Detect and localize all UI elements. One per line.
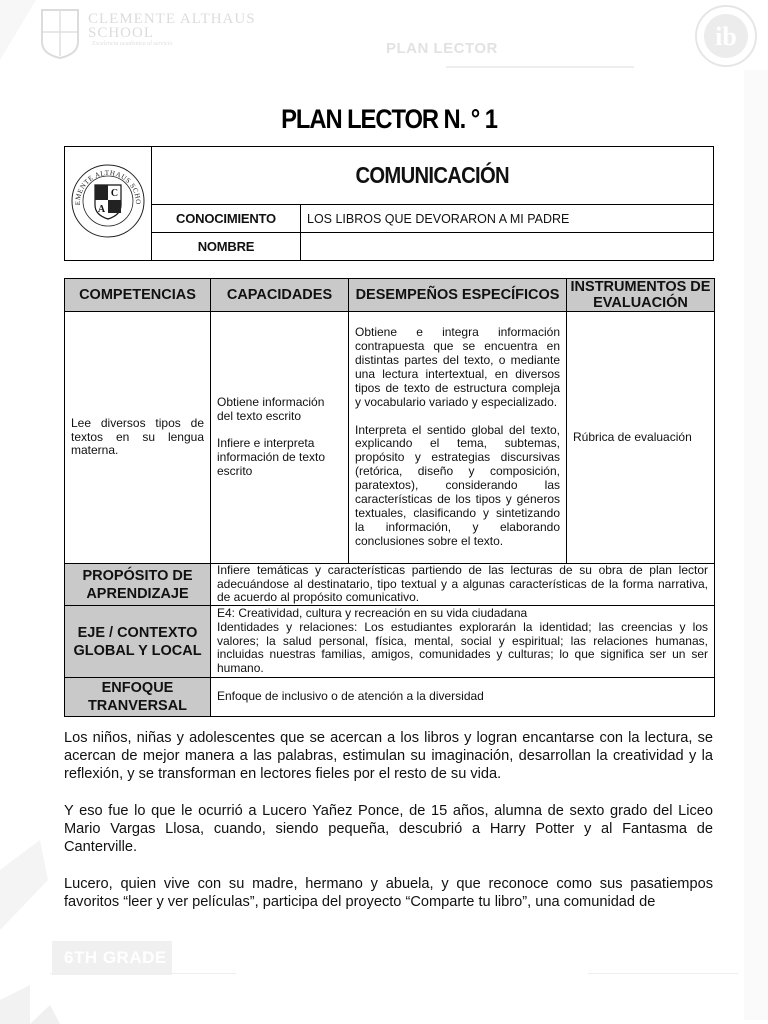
conocimiento-value: LOS LIBROS QUE DEVORARON A MI PADRE [301, 205, 714, 233]
eje-line1: E4: Creatividad, cultura y recreación en su vida ciudadana [217, 606, 528, 621]
plan-table [64, 278, 715, 717]
eje-cell [211, 606, 715, 678]
column-header-desempenos: DESEMPEÑOS ESPECÍFICOS [349, 279, 567, 312]
capacidades-cell [211, 312, 349, 564]
proposito-text: Infiere temáticas y características partiendo de las lecturas de su obra de plan lector adecuándose al destinatario, tipo textual y a algunas características de la forma narrativa, de acuerdo al propósito comunicativo. [211, 564, 715, 606]
svg-text:C: C [110, 188, 119, 199]
eje-label: EJE / CONTEXTO GLOBAL Y LOCAL [65, 606, 211, 678]
instrumento-cell: Rúbrica de evaluación [567, 312, 715, 564]
desempeno-item: Interpreta el sentido global del texto, explicando el tema, subtemas, propósito y estrategias discursivas (retórica, diseño y composición, paratextos), considerando las características de los tipos y géneros textuales, clasificando y sintetizando la información, y elaborando conclusiones sobre el texto. [355, 422, 560, 548]
body-text [64, 729, 713, 929]
subject-cell [152, 147, 714, 205]
school-name-line1: CLEMENTE ALTHAUS [88, 11, 256, 27]
school-tagline: Excelencia académica al servicio [92, 41, 173, 47]
competencia-cell: Lee diversos tipos de textos en su lengua materna. [65, 312, 211, 564]
proposito-label: PROPÓSITO DE APRENDIZAJE [65, 564, 211, 606]
column-header-competencias: COMPETENCIAS [65, 279, 211, 312]
header-divider [446, 66, 634, 68]
body-paragraph: Los niños, niñas y adolescentes que se acercan a los libros y logran encantarse con la lectura, se acercan de mejor manera a las palabras, estimulan su imaginación, desarrollan la creatividad y la reflexión, y se transforman en lectores fieles por el resto de su vida. [64, 730, 713, 783]
desempenos-cell [349, 312, 567, 564]
enfoque-text: Enfoque de inclusivo o de atención a la diversidad [211, 678, 715, 717]
conocimiento-label: CONOCIMIENTO [152, 205, 301, 233]
header-table [64, 146, 714, 261]
school-name-line2: SCHOOL [88, 25, 155, 41]
nombre-field[interactable] [301, 233, 714, 261]
document-title: PLAN LECTOR N. ° 1 [281, 104, 497, 134]
footer-divider-right [588, 973, 738, 974]
svg-text:A: A [97, 204, 106, 215]
desempeno-item: Obtiene e integra información contrapuesta que se encuentra en distintas partes del texto, o mediante una lectura intertextual, en diversos tipos de texto de estructura compleja y vocabulario variado y especializado. [355, 325, 560, 409]
school-logo-watermark [40, 8, 80, 60]
footer-divider-left [50, 973, 236, 974]
nombre-label: NOMBRE [152, 233, 301, 261]
ib-logo-watermark [694, 4, 758, 68]
subject-title: COMUNICACIÓN [355, 162, 510, 188]
body-paragraph: Lucero, quien vive con su madre, hermano y abuela, y que reconoce como sus pasatiempos favoritos “leer y ver películas”, participa del proyecto “Comparte tu libro”, una comunidad de [64, 875, 713, 910]
svg-text:CLEMENTE ALTHAUS SCHOOL: EMENTE ALTHAUS SCHO [73, 168, 143, 206]
body-paragraph: Y eso fue lo que le ocurrió a Lucero Yañez Ponce, de 15 años, alumna de sexto grado del Liceo Mario Vargas Llosa, cuando, siendo pequeña, descubrió a Harry Potter y al Fantasma de Canterville. [64, 802, 713, 856]
enfoque-label: ENFOQUE TRANVERSAL [65, 678, 211, 717]
column-header-capacidades: CAPACIDADES [211, 279, 349, 312]
footer-grade-label: 6TH GRADE [52, 941, 172, 975]
school-name-watermark [88, 12, 256, 40]
header-label-watermark: PLAN LECTOR [386, 40, 498, 57]
capacidad-item: Infiere e interpreta información de texto escrito [217, 436, 326, 479]
capacidad-item: Obtiene información del texto escrito [217, 394, 325, 423]
school-seal-icon [70, 163, 146, 239]
svg-text:ib: ib [715, 22, 737, 51]
school-seal-cell [65, 147, 152, 261]
column-header-instrumentos: INSTRUMENTOS DE EVALUACIÓN [567, 279, 715, 312]
eje-line2: Identidades y relaciones: Los estudiantes explorarán la identidad; las creencias y los valores; la salud personal, física, mental, social y espiritual; las relaciones humanas, incluidas nuestras familias, amigos, comunidades y culturas; lo que significa ser un ser humano. [217, 620, 708, 676]
